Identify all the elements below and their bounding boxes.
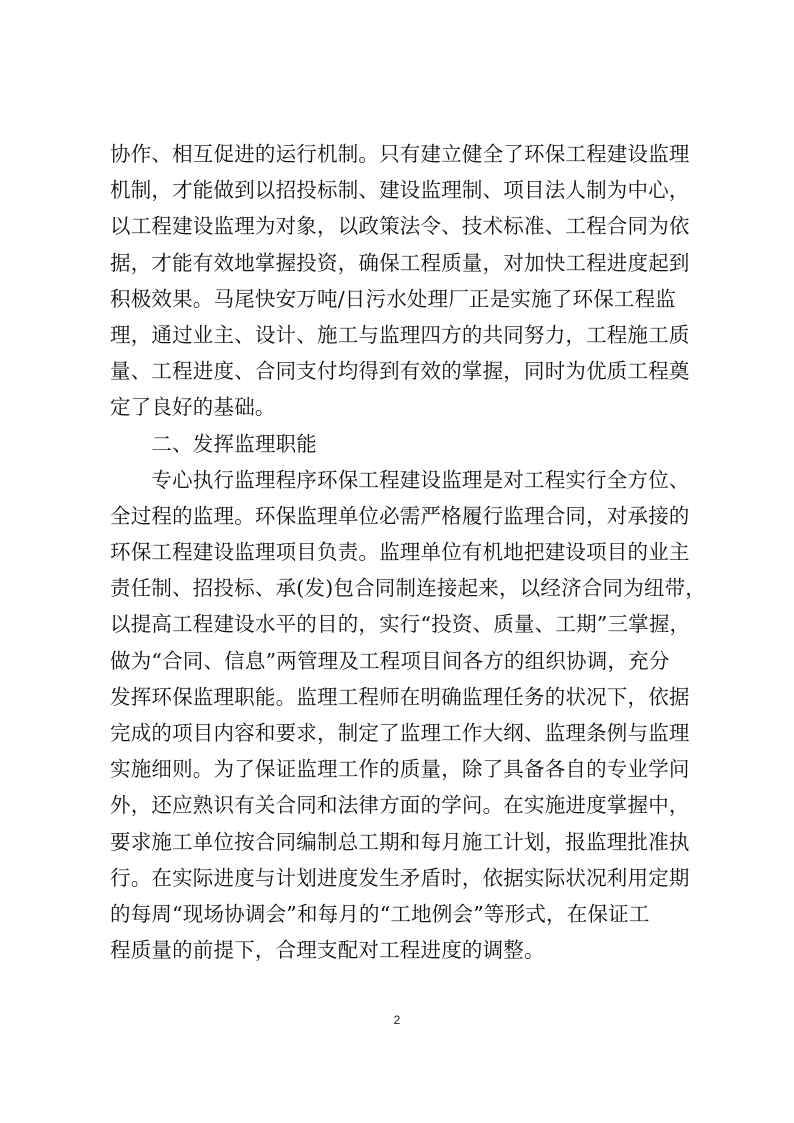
text-line: 以提高工程建设水平的目的，实行“投资、质量、工期”三掌握， (110, 612, 691, 637)
text-line: 积极效果。马尾快安万吨/日污水处理厂正是实施了环保工程监 (110, 286, 677, 311)
page-number: 2 (393, 1013, 401, 1027)
text-line: 协作、相互促进的运行机制。只有建立健全了环保工程建设监理 (110, 142, 690, 166)
text-line: 行。在实际进度与计划进度发生矛盾时，依据实际状况利用定期 (110, 865, 690, 890)
text-line: 的每周“现场协调会”和每月的“工地例会”等形式，在保证工 (110, 901, 650, 926)
text-line: 外，还应熟识有关合同和法律方面的学问。在实施进度掌握中， (110, 793, 690, 818)
text-line: 理，通过业主、设计、施工与监理四方的共同努力，工程施工质 (110, 322, 690, 347)
text-line: 环保工程建设监理项目负责。监理单位有机地把建设项目的业主 (110, 540, 690, 565)
text-line: 程质量的前提下，合理支配对工程进度的调整。 (110, 938, 545, 963)
text-line: 完成的项目内容和要求，制定了监理工作大纲、监理条例与监理 (110, 721, 690, 745)
text-line: 全过程的监理。环保监理单位必需严格履行监理合同，对承接的 (110, 503, 690, 528)
text-line: 发挥环保监理职能。监理工程师在明确监理任务的状况下，依据 (110, 684, 690, 709)
text-line: 据，才能有效地掌握投资，确保工程质量，对加快工程进度起到 (110, 250, 690, 275)
text-line: 责任制、招投标、承(发)包合同制连接起来，以经济合同为纽带， (110, 576, 706, 601)
document-body (110, 136, 706, 968)
text-line: 做为“合同、信息”两管理及工程项目间各方的组织协调，充分 (110, 648, 670, 673)
text-line: 要求施工单位按合同编制总工期和每月施工计划，报监理批准执 (110, 829, 690, 854)
text-line: 专心执行监理程序环保工程建设监理是对工程实行全方位、 (110, 467, 690, 492)
text-line: 定了良好的基础。 (110, 395, 276, 420)
section-heading: 二、发挥监理职能 (110, 431, 317, 456)
text-line: 机制，才能做到以招投标制、建设监理制、项目法人制为中心， (110, 178, 690, 203)
text-line: 以工程建设监理为对象，以政策法令、技术标准、工程合同为依 (110, 214, 690, 239)
text-line: 量、工程进度、合同支付均得到有效的掌握，同时为优质工程奠 (110, 359, 690, 384)
text-line: 实施细则。为了保证监理工作的质量，除了具备各自的专业学问 (110, 757, 690, 782)
